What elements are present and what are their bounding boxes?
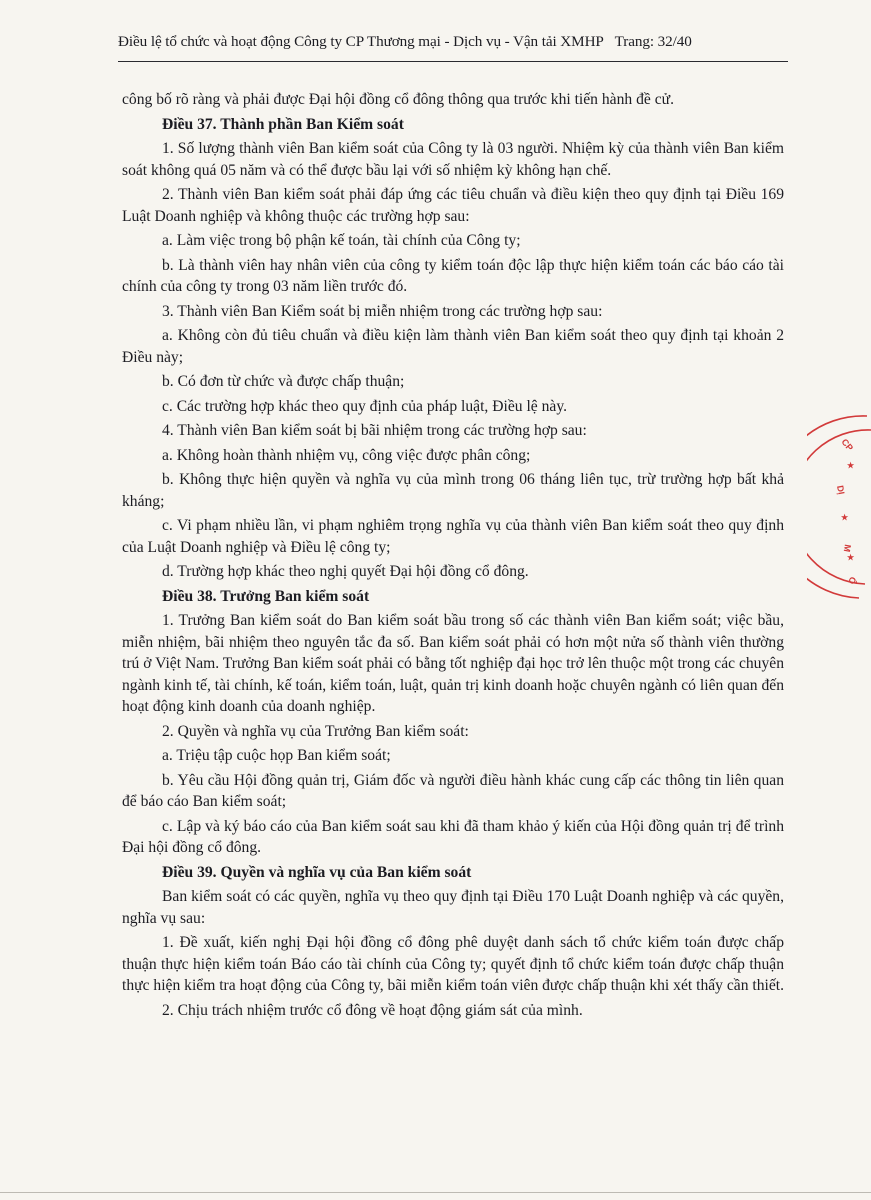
stamp-inner-ring	[807, 430, 871, 584]
paragraph: 3. Thành viên Ban Kiểm soát bị miễn nhiệm trong các trường hợp sau:	[162, 302, 603, 320]
scan-bottom-edge	[0, 1192, 871, 1193]
svg-text:DỊ: DỊ	[835, 484, 847, 496]
paragraph: a. Triệu tập cuộc họp Ban kiểm soát;	[162, 747, 391, 764]
document-body	[122, 89, 784, 1024]
paragraph: 2. Chịu trách nhiệm trước cổ đông về hoạt động giám sát của mình.	[162, 1001, 583, 1019]
paragraph: b. Có đơn từ chức và được chấp thuận;	[162, 373, 405, 390]
paragraph: c. Lập và ký báo cáo của Ban kiểm soát sau khi đã tham khảo ý kiến của Hội đồng quản trị để trình Đại hội đồng cổ đông.	[122, 817, 784, 856]
svg-text:M: M	[841, 543, 853, 553]
paragraph: d. Trường hợp khác theo nghị quyết Đại hội đồng cổ đông.	[162, 563, 529, 580]
header-divider	[118, 61, 788, 62]
paragraph: a. Không còn đủ tiêu chuẩn và điều kiện làm thành viên Ban kiểm soát theo quy định tại khoản 2 Điều này;	[122, 327, 784, 366]
paragraph: b. Không thực hiện quyền và nghĩa vụ của mình trong 06 tháng liên tục, trừ trường hợp bất khả kháng;	[122, 471, 784, 510]
stamp-outer-ring	[807, 416, 867, 598]
paragraph: 1. Trưởng Ban kiểm soát do Ban kiểm soát bầu trong số các thành viên Ban kiểm soát; việc bầu, miễn nhiệm, bãi nhiệm theo nguyên tắc đa số. Ban kiểm soát phải có hơn một nửa số thành viên thường trú ở Việt Nam. Trưởng Ban kiểm soát phải có bằng tốt nghiệp đại học trở lên thuộc một trong các chuyên ngành kinh tế, tài chính, kế toán, kiểm toán, luật, quản trị kinh doanh hoặc chuyên ngành có liên quan đến hoạt động kinh doanh của doanh nghiệp.	[122, 612, 784, 715]
paragraph: c. Vi phạm nhiều lần, vi phạm nghiêm trọng nghĩa vụ của thành viên Ban kiểm soát theo quy định của Luật Doanh nghiệp và Điều lệ công ty;	[122, 517, 784, 556]
article-heading: Điều 37. Thành phần Ban Kiểm soát	[162, 115, 404, 133]
article-heading: Điều 38. Trưởng Ban kiểm soát	[162, 587, 370, 605]
svg-text:★: ★	[847, 461, 855, 470]
red-seal-stamp	[807, 408, 871, 608]
svg-text:★: ★	[841, 513, 849, 522]
svg-text:★: ★	[847, 553, 855, 562]
article-heading: Điều 39. Quyền và nghĩa vụ của Ban kiểm soát	[162, 863, 472, 881]
paragraph: 2. Quyền và nghĩa vụ của Trưởng Ban kiểm soát:	[162, 722, 469, 740]
paragraph: b. Là thành viên hay nhân viên của công ty kiểm toán độc lập thực hiện kiểm toán các báo cáo tài chính của công ty trong 03 năm liền trước đó.	[122, 256, 784, 295]
svg-text:Ô: Ô	[846, 575, 859, 586]
paragraph: c. Các trường hợp khác theo quy định của pháp luật, Điều lệ này.	[162, 397, 567, 415]
paragraph: công bố rõ ràng và phải được Đại hội đồng cổ đông thông qua trước khi tiến hành đề cử.	[122, 91, 674, 108]
svg-text:CP: CP	[839, 436, 856, 453]
paragraph: 2. Thành viên Ban kiểm soát phải đáp ứng các tiêu chuẩn và điều kiện theo quy định tại Điều 169 Luật Doanh nghiệp và không thuộc các trường hợp sau:	[122, 186, 784, 225]
page-header	[118, 33, 788, 51]
paragraph: a. Không hoàn thành nhiệm vụ, công việc được phân công;	[162, 446, 531, 464]
paragraph: 1. Số lượng thành viên Ban kiểm soát của Công ty là 03 người. Nhiệm kỳ của thành viên Ban kiểm soát không quá 05 năm và có thể được bầu lại với số nhiệm kỳ không hạn chế.	[122, 140, 784, 179]
page-number: Trang: 32/40	[614, 33, 692, 50]
paragraph: Ban kiểm soát có các quyền, nghĩa vụ theo quy định tại Điều 170 Luật Doanh nghiệp và các quyền, nghĩa vụ sau:	[122, 888, 784, 927]
paragraph: a. Làm việc trong bộ phận kế toán, tài chính của Công ty;	[162, 232, 521, 249]
paragraph: 4. Thành viên Ban kiểm soát bị bãi nhiệm trong các trường hợp sau:	[162, 422, 587, 439]
paragraph: b. Yêu cầu Hội đồng quản trị, Giám đốc và người điều hành khác cung cấp các thông tin liên quan để báo cáo Ban kiểm soát;	[122, 771, 784, 810]
paragraph: 1. Đề xuất, kiến nghị Đại hội đồng cổ đông phê duyệt danh sách tổ chức kiểm toán được chấp thuận thực hiện kiểm toán Báo cáo tài chính của Công ty; quyết định tổ chức kiểm toán được chấp thuận thực hiện kiểm tra hoạt động của Công ty, bãi miễn kiểm toán viên được chấp thuận khi xét thấy cần thiết.	[122, 934, 785, 994]
header-title: Điều lệ tổ chức và hoạt động Công ty CP Thương mại - Dịch vụ - Vận tải XMHP	[118, 33, 604, 50]
